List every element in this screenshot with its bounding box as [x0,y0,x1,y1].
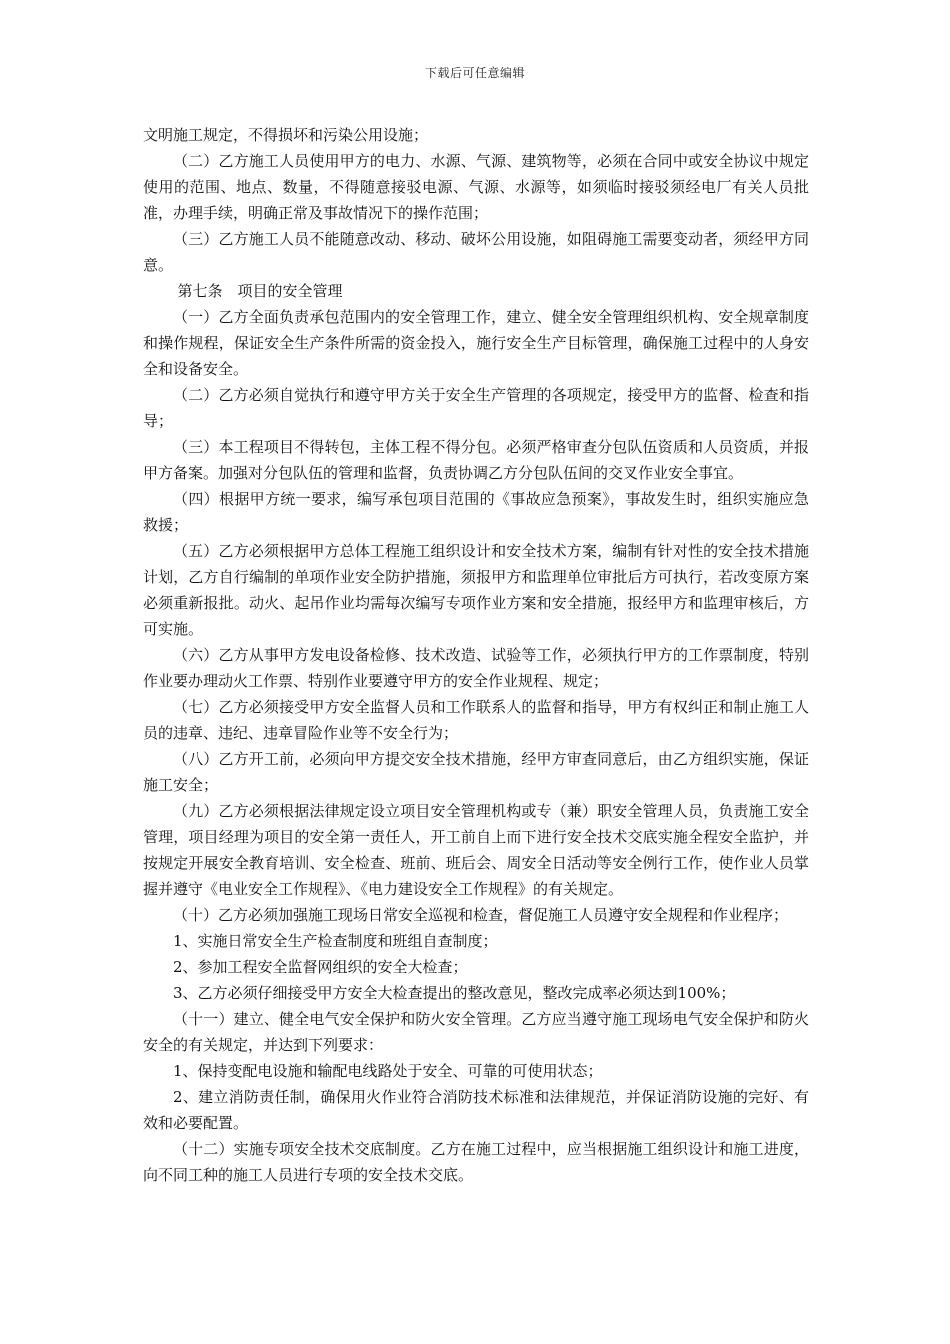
page-header: 下载后可任意编辑 [424,66,525,80]
paragraph: 文明施工规定，不得损坏和污染公用设施； [143,126,429,144]
paragraph: （五）乙方必须根据甲方总体工程施工组织设计和安全技术方案，编制有针对性的安全技术措施计划，乙方自行编制的单项作业安全防护措施，须报甲方和监理单位审批后方可执行，若改变原方案必须重新报批。动火、起吊作业均需每次编写专项作业方案和安全措施，报经甲方和监理审核后，方可实施。 [143,542,809,638]
paragraph: （九）乙方必须根据法律规定设立项目安全管理机构或专（兼）职安全管理人员，负责施工安全管理，项目经理为项目的安全第一责任人，开工前自上而下进行安全技术交底实施全程安全监护，并按规定开展安全教育培训、安全检查、班前、班后会、周安全日活动等安全例行工作，使作业人员掌握并遵守《电业安全工作规程》、《电力建设安全工作规程》的有关规定。 [143,802,809,898]
paragraph: （十）乙方必须加强施工现场日常安全巡视和检查，督促施工人员遵守安全规程和作业程序； [173,906,789,924]
paragraph: 3、乙方必须仔细接受甲方安全大检查提出的整改意见，整改完成率必须达到100%； [173,984,736,1002]
paragraph: （二）乙方必须自觉执行和遵守甲方关于安全生产管理的各项规定，接受甲方的监督、检查和指导； [143,386,809,430]
paragraph: 2、建立消防责任制，确保用火作业符合消防技术标准和法律规范，并保证消防设施的完好、有效和必要配置。 [143,1088,809,1132]
paragraph: （一）乙方全面负责承包范围内的安全管理工作，建立、健全安全管理组织机构、安全规章制度和操作规程，保证安全生产条件所需的资金投入，施行安全生产目标管理，确保施工过程中的人身安全和设备安全。 [143,308,809,378]
document-body [143,122,809,1188]
paragraph: 2、参加工程安全监督网组织的安全大检查； [173,958,468,976]
paragraph: （十一）建立、健全电气安全保护和防火安全管理。乙方应当遵守施工现场电气安全保护和防火安全的有关规定，并达到下列要求： [143,1010,809,1054]
paragraph: 1、实施日常安全生产检查制度和班组自查制度； [173,932,498,950]
paragraph: （八）乙方开工前，必须向甲方提交安全技术措施，经甲方审查同意后，由乙方组织实施，保证施工安全； [143,750,809,794]
paragraph: （三）乙方施工人员不能随意改动、移动、破坏公用设施，如阻碍施工需要变动者，须经甲方同意。 [143,230,809,274]
paragraph: （十二）实施专项安全技术交底制度。乙方在施工过程中，应当根据施工组织设计和施工进度，向不同工种的施工人员进行专项的安全技术交底。 [143,1140,809,1184]
paragraph: （二）乙方施工人员使用甲方的电力、水源、气源、建筑物等，必须在合同中或安全协议中规定使用的范围、地点、数量，不得随意接驳电源、气源、水源等，如须临时接驳须经电厂有关人员批准，办理手续，明确正常及事故情况下的操作范围； [143,152,809,222]
paragraph: （四）根据甲方统一要求，编写承包项目范围的《事故应急预案》，事故发生时，组织实施应急救援； [143,490,809,534]
paragraph: （六）乙方从事甲方发电设备检修、技术改造、试验等工作，必须执行甲方的工作票制度，特别作业要办理动火工作票、特别作业要遵守甲方的安全作业规程、规定； [143,646,809,690]
paragraph: 1、保持变配电设施和输配电线路处于安全、可靠的可使用状态； [173,1062,603,1080]
article-heading: 第七条 项目的安全管理 [177,282,343,300]
paragraph: （七）乙方必须接受甲方安全监督人员和工作联系人的监督和指导，甲方有权纠正和制止施工人员的违章、违纪、违章冒险作业等不安全行为； [143,698,809,742]
paragraph: （三）本工程项目不得转包，主体工程不得分包。必须严格审查分包队伍资质和人员资质，并报甲方备案。加强对分包队伍的管理和监督，负责协调乙方分包队伍间的交叉作业安全事宜。 [143,438,809,482]
